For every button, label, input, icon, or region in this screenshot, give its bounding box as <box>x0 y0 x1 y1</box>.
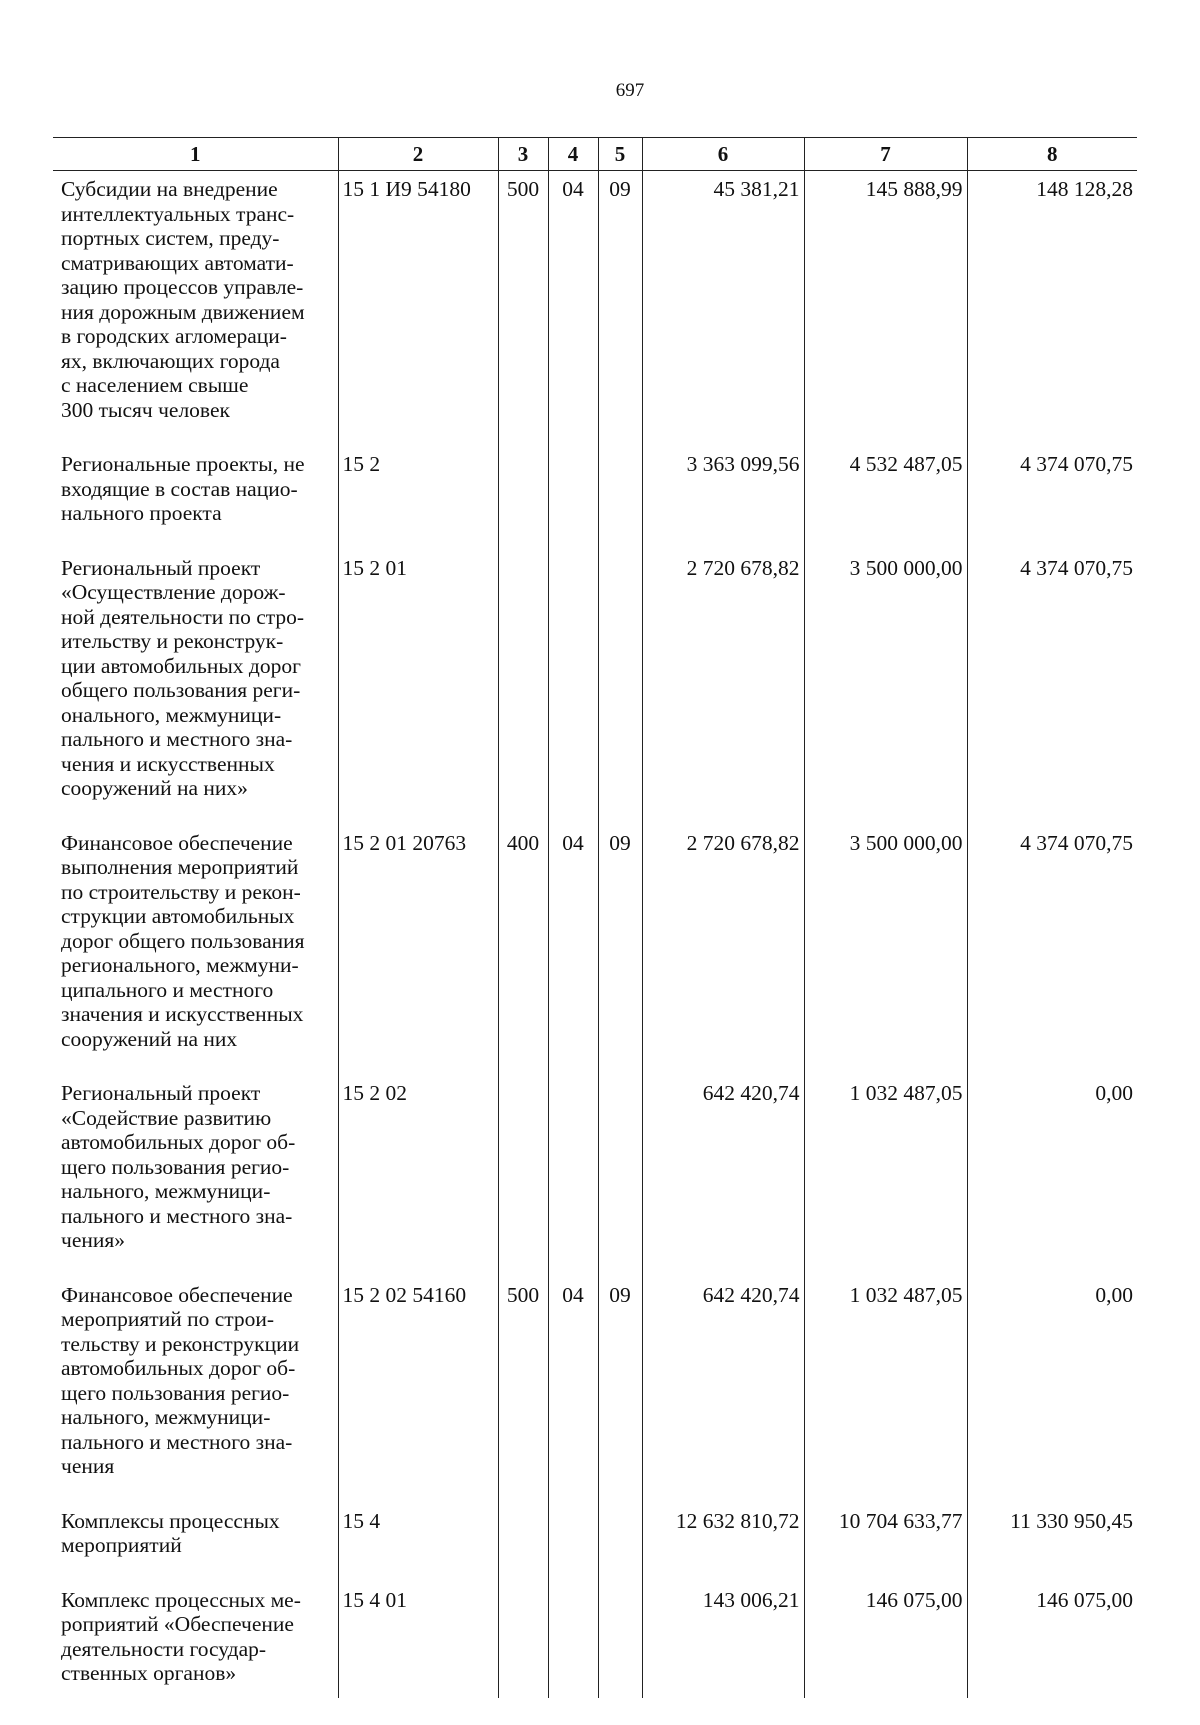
row-name-line: щего пользования регио- <box>61 1154 290 1179</box>
row-name-line: Комплексы процессных <box>61 1508 280 1533</box>
amount-cell-6: 642 420,74 <box>642 1075 804 1277</box>
row-name-line: интеллектуальных транс- <box>61 201 295 226</box>
column-header: 5 <box>598 138 642 171</box>
section-cell <box>548 446 598 550</box>
subsection-cell <box>598 550 642 825</box>
row-name-line: чения <box>61 1454 115 1478</box>
code-cell: 15 2 02 54160 <box>338 1277 498 1503</box>
row-name-line: чения» <box>61 1228 126 1252</box>
row-name-line: нального, межмуници- <box>61 1405 271 1429</box>
row-name-line: значения и искусственных <box>61 1002 304 1026</box>
code-cell: 15 2 01 20763 <box>338 825 498 1076</box>
amount-cell-7: 3 500 000,00 <box>804 825 967 1076</box>
table-row <box>53 1582 1137 1698</box>
row-name-line: ительству и реконструк- <box>61 629 284 653</box>
row-name-line: Региональный проект <box>61 1081 261 1105</box>
row-name-line: регионального, межмуни- <box>61 953 299 977</box>
amount-cell-8: 4 374 070,75 <box>967 550 1137 825</box>
column-header: 4 <box>548 138 598 171</box>
amount-cell-6: 2 720 678,82 <box>642 825 804 1076</box>
row-name-line: общего пользования реги- <box>61 678 301 702</box>
row-name-line: выполнения мероприятий <box>61 855 299 879</box>
amount-cell-6: 2 720 678,82 <box>642 550 804 825</box>
row-name-line: зацию процессов управле- <box>61 275 304 299</box>
section-cell <box>548 1503 598 1582</box>
row-name-line: портных систем, преду- <box>61 226 280 250</box>
amount-cell-6: 642 420,74 <box>642 1277 804 1503</box>
row-name-line: ния дорожным движением <box>61 299 305 324</box>
code-cell: 15 2 02 <box>338 1075 498 1277</box>
type-cell <box>498 446 548 550</box>
amount-cell-8: 4 374 070,75 <box>967 446 1137 550</box>
row-name-line: дорог общего пользования <box>61 928 305 953</box>
row-name-line: струкции автомобильных <box>61 904 295 928</box>
amount-cell-6: 12 632 810,72 <box>642 1503 804 1582</box>
section-cell: 04 <box>548 1277 598 1503</box>
subsection-cell: 09 <box>598 1277 642 1503</box>
column-header: 6 <box>642 138 804 171</box>
row-name-line: Финансовое обеспечение <box>61 1282 293 1307</box>
type-cell: 500 <box>498 171 548 447</box>
row-name-cell <box>53 1582 338 1698</box>
row-name-line: нального, межмуници- <box>61 1179 271 1203</box>
table-row <box>53 825 1137 1076</box>
budget-table <box>53 137 1137 1698</box>
amount-cell-8: 11 330 950,45 <box>967 1503 1137 1582</box>
amount-cell-7: 10 704 633,77 <box>804 1503 967 1582</box>
code-cell: 15 4 <box>338 1503 498 1582</box>
subsection-cell: 09 <box>598 825 642 1076</box>
amount-cell-6: 45 381,21 <box>642 171 804 447</box>
row-name-cell <box>53 171 338 447</box>
row-name-line: «Осуществление дорож- <box>61 580 286 604</box>
row-name-line: щего пользования регио- <box>61 1380 290 1405</box>
table-row <box>53 171 1137 447</box>
row-name-line: тельству и реконструкции <box>61 1331 300 1356</box>
type-cell <box>498 550 548 825</box>
column-header: 3 <box>498 138 548 171</box>
row-name-line: чения и искусственных <box>61 751 275 776</box>
amount-cell-8: 4 374 070,75 <box>967 825 1137 1076</box>
row-name-cell <box>53 1075 338 1277</box>
table-row <box>53 1503 1137 1582</box>
row-name-line: автомобильных дорог об- <box>61 1130 296 1154</box>
row-name-line: Региональные проекты, не <box>61 452 305 476</box>
subsection-cell <box>598 446 642 550</box>
row-name-line: пального и местного зна- <box>61 1429 293 1454</box>
section-cell: 04 <box>548 171 598 447</box>
type-cell <box>498 1075 548 1277</box>
row-name-cell <box>53 446 338 550</box>
column-header: 2 <box>338 138 498 171</box>
type-cell: 500 <box>498 1277 548 1503</box>
row-name-line: 300 тысяч человек <box>61 397 230 422</box>
row-name-line: нального проекта <box>61 501 222 525</box>
amount-cell-7: 1 032 487,05 <box>804 1277 967 1503</box>
header-row <box>53 138 1137 171</box>
amount-cell-7: 4 532 487,05 <box>804 446 967 550</box>
row-name-line: ной деятельности по стро- <box>61 604 305 629</box>
row-name-line: Финансовое обеспечение <box>61 830 293 855</box>
row-name-cell <box>53 1503 338 1582</box>
row-name-line: сматривающих автомати- <box>61 250 294 275</box>
row-name-line: в городских агломераци- <box>61 324 287 348</box>
section-cell <box>548 1582 598 1698</box>
row-name-line: пального и местного зна- <box>61 1203 293 1228</box>
row-name-line: по строительству и рекон- <box>61 879 301 904</box>
row-name-line: ции автомобильных дорог <box>61 653 301 678</box>
row-name-cell <box>53 825 338 1076</box>
row-name-line: входящие в состав нацио- <box>61 476 298 501</box>
amount-cell-8: 0,00 <box>967 1075 1137 1277</box>
column-header: 1 <box>53 138 338 171</box>
table-row <box>53 550 1137 825</box>
row-name-line: Субсидии на внедрение <box>61 177 278 201</box>
row-name-line: пального и местного зна- <box>61 727 293 751</box>
type-cell <box>498 1582 548 1698</box>
row-name-line: Региональный проект <box>61 555 261 580</box>
amount-cell-8: 148 128,28 <box>967 171 1137 447</box>
row-name-line: «Содействие развитию <box>61 1105 272 1130</box>
amount-cell-7: 146 075,00 <box>804 1582 967 1698</box>
amount-cell-8: 146 075,00 <box>967 1582 1137 1698</box>
section-cell <box>548 550 598 825</box>
row-name-line: сооружений на них <box>61 1026 238 1051</box>
table-row <box>53 1075 1137 1277</box>
row-name-line: деятельности государ- <box>61 1636 267 1661</box>
code-cell: 15 1 И9 54180 <box>338 171 498 447</box>
section-cell: 04 <box>548 825 598 1076</box>
row-name-line: ципального и местного <box>61 977 274 1002</box>
row-name-line: ственных органов» <box>61 1661 237 1685</box>
row-name-line: мероприятий по строи- <box>61 1307 275 1331</box>
subsection-cell: 09 <box>598 171 642 447</box>
amount-cell-7: 3 500 000,00 <box>804 550 967 825</box>
page-number: 697 <box>615 80 645 101</box>
table-row <box>53 1277 1137 1503</box>
column-header: 7 <box>804 138 967 171</box>
row-name-line: мероприятий <box>61 1533 182 1557</box>
amount-cell-8: 0,00 <box>967 1277 1137 1503</box>
table-row <box>53 446 1137 550</box>
column-header: 8 <box>967 138 1137 171</box>
code-cell: 15 2 01 <box>338 550 498 825</box>
amount-cell-6: 3 363 099,56 <box>642 446 804 550</box>
row-name-line: автомобильных дорог об- <box>61 1356 296 1380</box>
row-name-line: Комплекс процессных ме- <box>61 1587 301 1612</box>
type-cell <box>498 1503 548 1582</box>
row-name-line: роприятий «Обеспечение <box>61 1612 294 1636</box>
amount-cell-7: 145 888,99 <box>804 171 967 447</box>
row-name-cell <box>53 1277 338 1503</box>
type-cell: 400 <box>498 825 548 1076</box>
amount-cell-7: 1 032 487,05 <box>804 1075 967 1277</box>
subsection-cell <box>598 1075 642 1277</box>
amount-cell-6: 143 006,21 <box>642 1582 804 1698</box>
code-cell: 15 4 01 <box>338 1582 498 1698</box>
code-cell: 15 2 <box>338 446 498 550</box>
row-name-line: сооружений на них» <box>61 776 248 800</box>
row-name-cell <box>53 550 338 825</box>
subsection-cell <box>598 1582 642 1698</box>
row-name-line: онального, межмуници- <box>61 702 282 727</box>
subsection-cell <box>598 1503 642 1582</box>
row-name-line: с населением свыше <box>61 373 249 397</box>
section-cell <box>548 1075 598 1277</box>
row-name-line: ях, включающих города <box>61 348 280 373</box>
